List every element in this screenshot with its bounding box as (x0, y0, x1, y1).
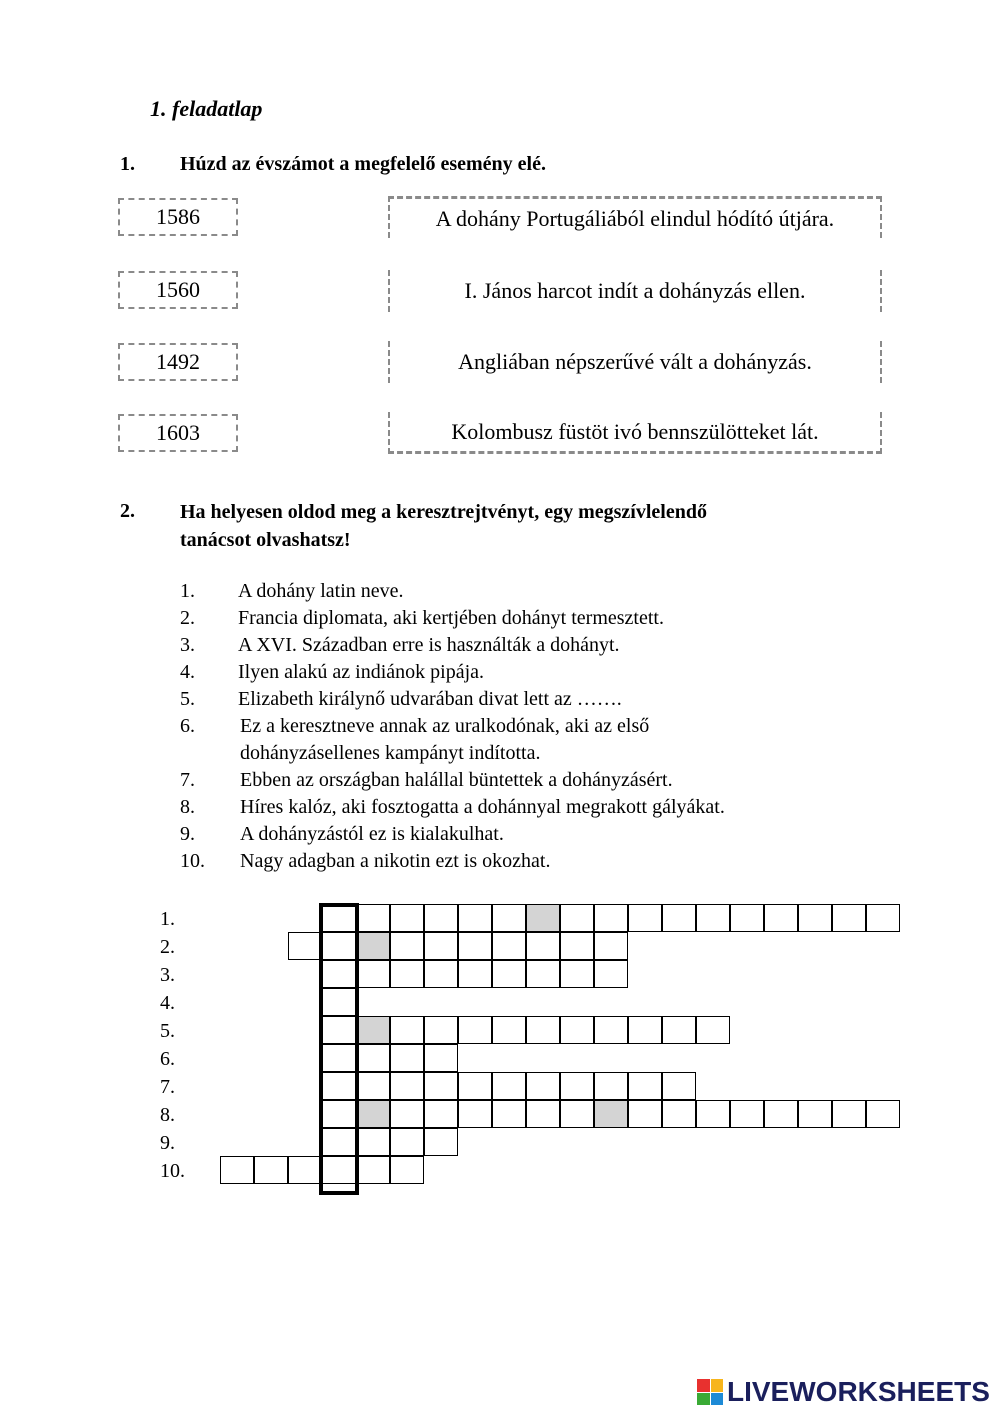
crossword-cell[interactable] (526, 1072, 560, 1100)
clue-text: A dohányzástól ez is kialakulhat. (240, 823, 504, 845)
clue-number: 3. (180, 634, 195, 656)
crossword-cell[interactable] (288, 932, 322, 960)
crossword-cell[interactable] (764, 1100, 798, 1128)
crossword-cell[interactable] (560, 960, 594, 988)
event-drop-target-3[interactable]: Angliában népszerűvé vált a dohányzás. (388, 341, 882, 383)
crossword-cell[interactable] (492, 1072, 526, 1100)
crossword-row-label: 7. (160, 1076, 175, 1098)
crossword-row-label: 8. (160, 1104, 175, 1126)
clue-text: Nagy adagban a nikotin ezt is okozhat. (240, 850, 551, 872)
crossword-cell[interactable] (492, 904, 526, 932)
clue-number: 10. (180, 850, 205, 872)
clue-number: 2. (180, 607, 195, 629)
crossword-cell[interactable] (356, 960, 390, 988)
crossword-cell[interactable] (356, 904, 390, 932)
liveworksheets-logo (697, 1376, 990, 1408)
crossword-cell[interactable] (866, 1100, 900, 1128)
clue-text: Ez a keresztneve annak az uralkodónak, aki az első (240, 715, 650, 737)
crossword-cell[interactable] (628, 1100, 662, 1128)
crossword-row-label: 4. (160, 992, 175, 1014)
crossword-cell[interactable] (560, 932, 594, 960)
event-drop-target-1[interactable]: A dohány Portugáliából elindul hódító útjára. (388, 196, 882, 238)
crossword-cell[interactable] (356, 932, 390, 960)
crossword-cell[interactable] (458, 904, 492, 932)
year-tile-2[interactable]: 1560 (118, 271, 238, 309)
crossword-cell[interactable] (458, 1072, 492, 1100)
crossword-row-label: 3. (160, 964, 175, 986)
year-tile-4[interactable]: 1603 (118, 414, 238, 452)
task1-instruction: Húzd az évszámot a megfelelő esemény elé. (180, 153, 546, 175)
crossword-cell[interactable] (424, 960, 458, 988)
crossword-cell[interactable] (220, 1156, 254, 1184)
crossword-cell[interactable] (696, 1016, 730, 1044)
clue-text: A dohány latin neve. (238, 580, 404, 602)
crossword-cell[interactable] (390, 1156, 424, 1184)
clue-text: Híres kalóz, aki fosztogatta a dohánnyal megrakott gályákat. (240, 796, 725, 818)
clue-number: 9. (180, 823, 195, 845)
crossword-cell[interactable] (458, 1100, 492, 1128)
crossword-cell[interactable] (662, 904, 696, 932)
crossword-cell[interactable] (628, 1072, 662, 1100)
crossword-cell[interactable] (458, 932, 492, 960)
crossword-cell[interactable] (390, 1100, 424, 1128)
crossword-cell[interactable] (492, 1100, 526, 1128)
crossword-row-label: 6. (160, 1048, 175, 1070)
event-drop-target-2[interactable]: I. János harcot indít a dohányzás ellen. (388, 270, 882, 312)
crossword-cell[interactable] (560, 1016, 594, 1044)
crossword-cell[interactable] (424, 904, 458, 932)
crossword-cell[interactable] (798, 904, 832, 932)
crossword-cell[interactable] (390, 960, 424, 988)
crossword-cell[interactable] (730, 904, 764, 932)
crossword-cell[interactable] (560, 1100, 594, 1128)
crossword-solution-column (319, 903, 359, 1195)
clue-number: 5. (180, 688, 195, 710)
crossword-row-label: 9. (160, 1132, 175, 1154)
crossword-cell[interactable] (696, 904, 730, 932)
crossword-cell[interactable] (424, 1072, 458, 1100)
clue-text: A XVI. Században erre is használták a dohányt. (238, 634, 620, 656)
crossword-cell[interactable] (526, 1100, 560, 1128)
clue-number: 6. (180, 715, 195, 737)
crossword-row-label: 5. (160, 1020, 175, 1042)
crossword-cell[interactable] (390, 1072, 424, 1100)
clue-text: Francia diplomata, aki kertjében dohányt termesztett. (238, 607, 664, 629)
clue-number: 8. (180, 796, 195, 818)
task2-instruction-line2: tanácsot olvashatsz! (180, 529, 351, 551)
crossword-row-label: 1. (160, 908, 175, 930)
crossword-cell[interactable] (390, 904, 424, 932)
crossword-cell[interactable] (390, 932, 424, 960)
crossword-cell[interactable] (560, 1072, 594, 1100)
crossword-cell[interactable] (594, 1072, 628, 1100)
crossword-cell[interactable] (628, 904, 662, 932)
crossword-cell[interactable] (458, 1016, 492, 1044)
liveworksheets-logo-icon (697, 1379, 723, 1405)
crossword-cell[interactable] (492, 1016, 526, 1044)
crossword-cell[interactable] (492, 960, 526, 988)
crossword-cell[interactable] (662, 1100, 696, 1128)
crossword-cell[interactable] (730, 1100, 764, 1128)
year-tile-1[interactable]: 1586 (118, 198, 238, 236)
crossword-cell[interactable] (594, 1100, 628, 1128)
crossword-cell[interactable] (356, 1156, 390, 1184)
crossword-cell[interactable] (594, 904, 628, 932)
crossword-cell[interactable] (832, 1100, 866, 1128)
crossword-cell[interactable] (662, 1016, 696, 1044)
crossword-cell[interactable] (798, 1100, 832, 1128)
crossword-cell[interactable] (866, 904, 900, 932)
clue-number: 4. (180, 661, 195, 683)
crossword-cell[interactable] (526, 932, 560, 960)
crossword-cell[interactable] (254, 1156, 288, 1184)
crossword-cell[interactable] (390, 1016, 424, 1044)
crossword-cell[interactable] (594, 1016, 628, 1044)
crossword-cell[interactable] (424, 932, 458, 960)
year-tile-3[interactable]: 1492 (118, 343, 238, 381)
crossword-cell[interactable] (424, 1100, 458, 1128)
crossword-cell[interactable] (832, 904, 866, 932)
task2-number: 2. (120, 500, 135, 522)
crossword-cell[interactable] (662, 1072, 696, 1100)
task1-number: 1. (120, 153, 135, 175)
clue-number: 1. (180, 580, 195, 602)
clue-text-continued: dohányzásellenes kampányt indította. (240, 742, 541, 764)
logo-text: LIVEWORKSHEETS (727, 1376, 990, 1407)
crossword-row-label: 2. (160, 936, 175, 958)
crossword-cell[interactable] (356, 1072, 390, 1100)
crossword-cell[interactable] (526, 960, 560, 988)
crossword-cell[interactable] (526, 904, 560, 932)
page-title: 1. feladatlap (150, 96, 263, 121)
task2-instruction-line1: Ha helyesen oldod meg a keresztrejtvényt, egy megszívlelendő (180, 501, 707, 523)
crossword-cell[interactable] (764, 904, 798, 932)
crossword-cell[interactable] (356, 1100, 390, 1128)
crossword-cell[interactable] (288, 1156, 322, 1184)
clue-number: 7. (180, 769, 195, 791)
crossword-cell[interactable] (356, 1128, 390, 1156)
crossword-cell[interactable] (526, 1016, 560, 1044)
crossword-cell[interactable] (628, 1016, 662, 1044)
clue-text: Ebben az országban halállal büntettek a dohányzásért. (240, 769, 673, 791)
crossword-cell[interactable] (424, 1016, 458, 1044)
crossword-cell[interactable] (356, 1044, 390, 1072)
crossword-cell[interactable] (424, 1044, 458, 1072)
event-drop-target-4[interactable]: Kolombusz füstöt ivó bennszülötteket lát. (388, 412, 882, 454)
crossword-cell[interactable] (424, 1128, 458, 1156)
crossword-cell[interactable] (594, 932, 628, 960)
clue-text: Elizabeth királynő udvarában divat lett az ……. (238, 688, 622, 710)
clue-text: Ilyen alakú az indiánok pipája. (238, 661, 485, 683)
crossword-cell[interactable] (356, 1016, 390, 1044)
crossword-cell[interactable] (560, 904, 594, 932)
crossword-cell[interactable] (458, 960, 492, 988)
crossword-row-label: 10. (160, 1160, 185, 1182)
crossword-cell[interactable] (390, 1128, 424, 1156)
crossword-cell[interactable] (594, 960, 628, 988)
crossword-cell[interactable] (492, 932, 526, 960)
crossword-cell[interactable] (390, 1044, 424, 1072)
crossword-cell[interactable] (696, 1100, 730, 1128)
